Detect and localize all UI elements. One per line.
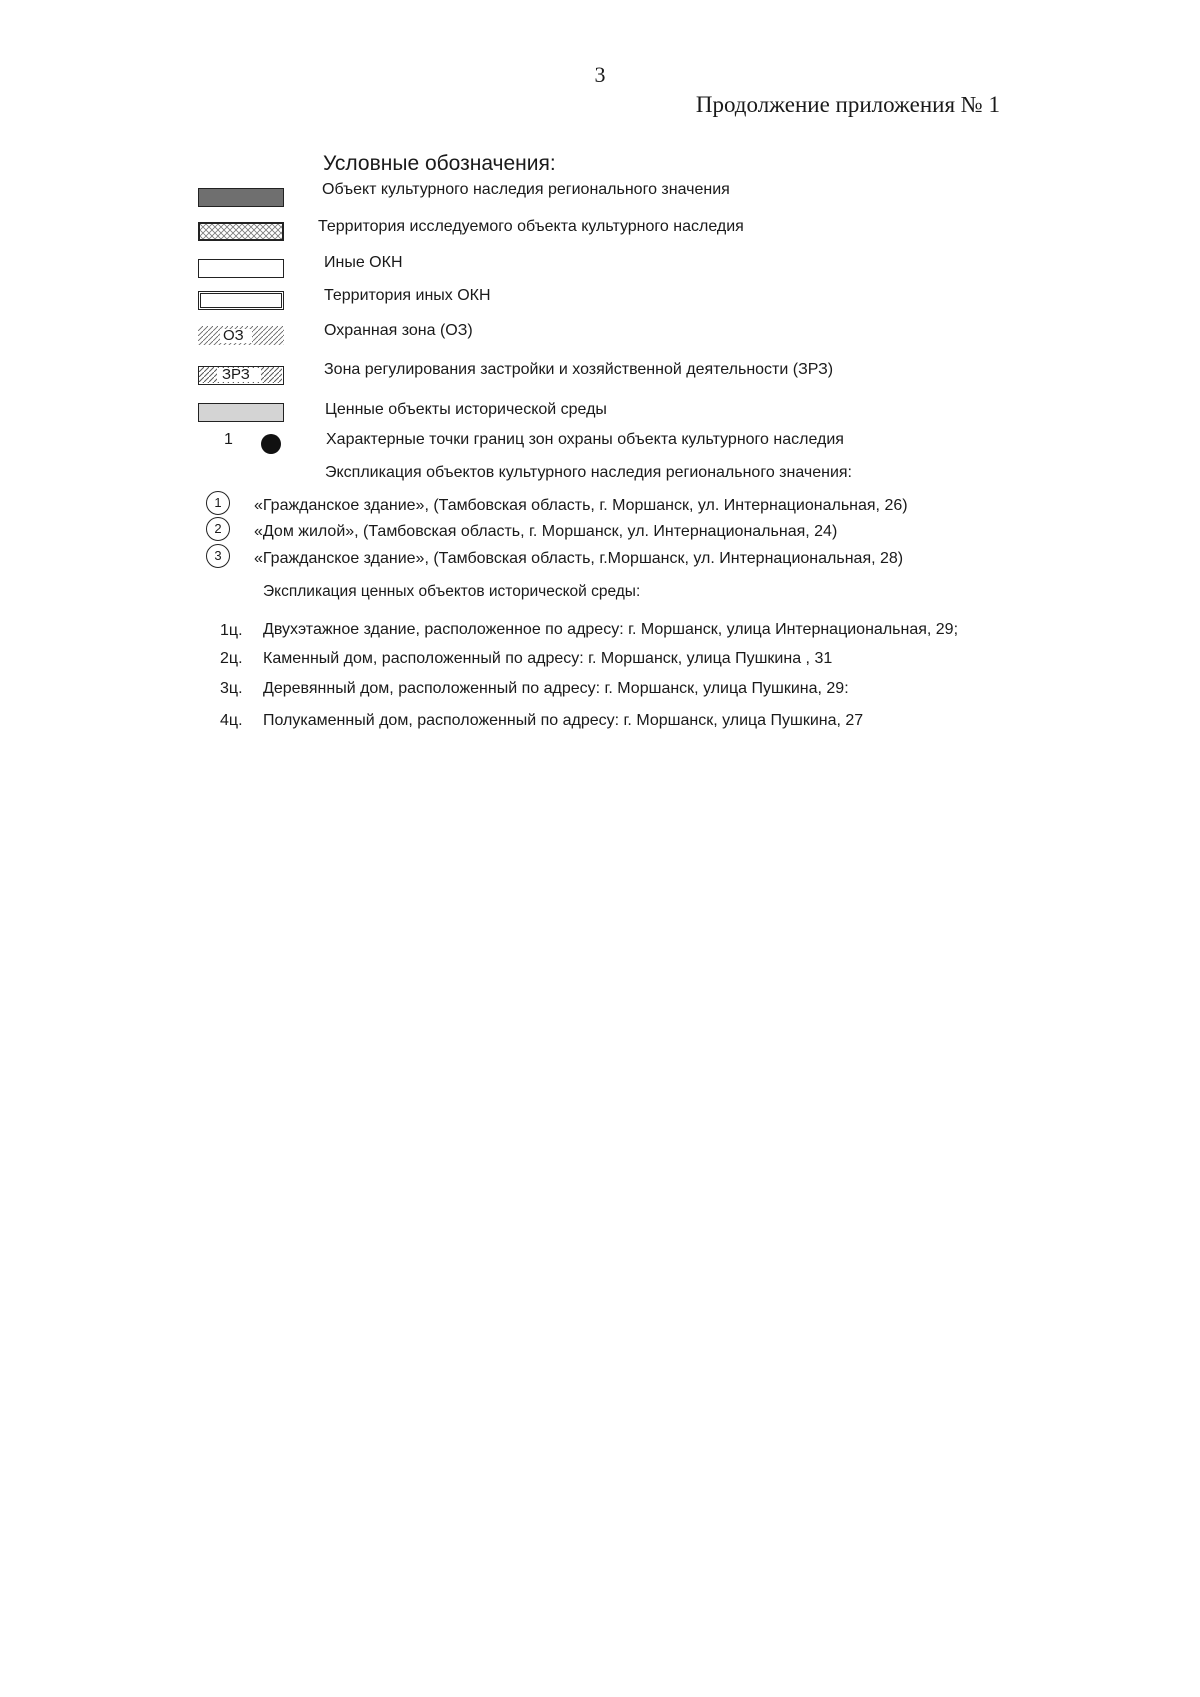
number-circle-icon: 2 (206, 517, 230, 541)
historic-object-number: 1ц. (220, 622, 243, 639)
studied-territory-swatch (198, 222, 284, 241)
historic-object-number: 4ц. (220, 712, 243, 729)
explication-historic-heading: Экспликация ценных объектов исторической среды: (263, 583, 641, 600)
protection-zone-symbol-text: ОЗ (223, 327, 244, 344)
number-circle-icon: 1 (206, 491, 230, 515)
boundary-point-dot-icon (261, 434, 281, 454)
historic-environment-swatch (198, 403, 284, 422)
heritage-object-item: «Дом жилой», (Тамбовская область, г. Моршанск, ул. Интернациональная, 24) (254, 523, 838, 540)
legend-label-boundary-points: Характерные точки границ зон охраны объекта культурного наследия (326, 431, 844, 448)
appendix-continuation-note: Продолжение приложения № 1 (695, 92, 1000, 117)
heritage-object-item: «Гражданское здание», (Тамбовская область, г. Моршанск, ул. Интернациональная, 26) (254, 497, 908, 514)
legend-heading: Условные обозначения: (323, 152, 556, 175)
regulation-zone-symbol-text: ЗРЗ (222, 366, 250, 383)
legend-label-other-heritage-territory: Территория иных ОКН (324, 287, 491, 304)
legend-label-historic-environment: Ценные объекты исторической среды (325, 401, 607, 418)
legend-label-protection-zone: Охранная зона (ОЗ) (324, 322, 473, 339)
legend-label-regulation-zone: Зона регулирования застройки и хозяйственной деятельности (ЗРЗ) (324, 361, 834, 378)
boundary-point-number: 1 (224, 431, 233, 448)
other-heritage-territory-swatch (198, 291, 284, 310)
legend-label-studied-territory: Территория исследуемого объекта культурного наследия (318, 218, 744, 235)
regional-heritage-swatch (198, 188, 284, 207)
other-heritage-swatch (198, 259, 284, 278)
number-circle-icon: 3 (206, 544, 230, 568)
historic-object-item: Двухэтажное здание, расположенное по адресу: г. Моршанск, улица Интернациональная, 29; (263, 621, 959, 638)
heritage-object-item: «Гражданское здание», (Тамбовская область, г.Моршанск, ул. Интернациональная, 28) (254, 550, 904, 567)
historic-object-number: 3ц. (220, 680, 243, 697)
page-number: 3 (594, 62, 606, 87)
historic-object-item: Деревянный дом, расположенный по адресу: г. Моршанск, улица Пушкина, 29: (263, 680, 849, 697)
legend-label-regional-heritage: Объект культурного наследия регионального значения (322, 181, 730, 198)
historic-object-item: Каменный дом, расположенный по адресу: г. Моршанск, улица Пушкина , 31 (263, 650, 833, 667)
historic-object-number: 2ц. (220, 650, 243, 667)
legend-label-other-heritage: Иные ОКН (324, 254, 403, 271)
historic-object-item: Полукаменный дом, расположенный по адресу: г. Моршанск, улица Пушкина, 27 (263, 712, 864, 729)
explication-heritage-heading: Экспликация объектов культурного наследия регионального значения: (325, 464, 852, 481)
